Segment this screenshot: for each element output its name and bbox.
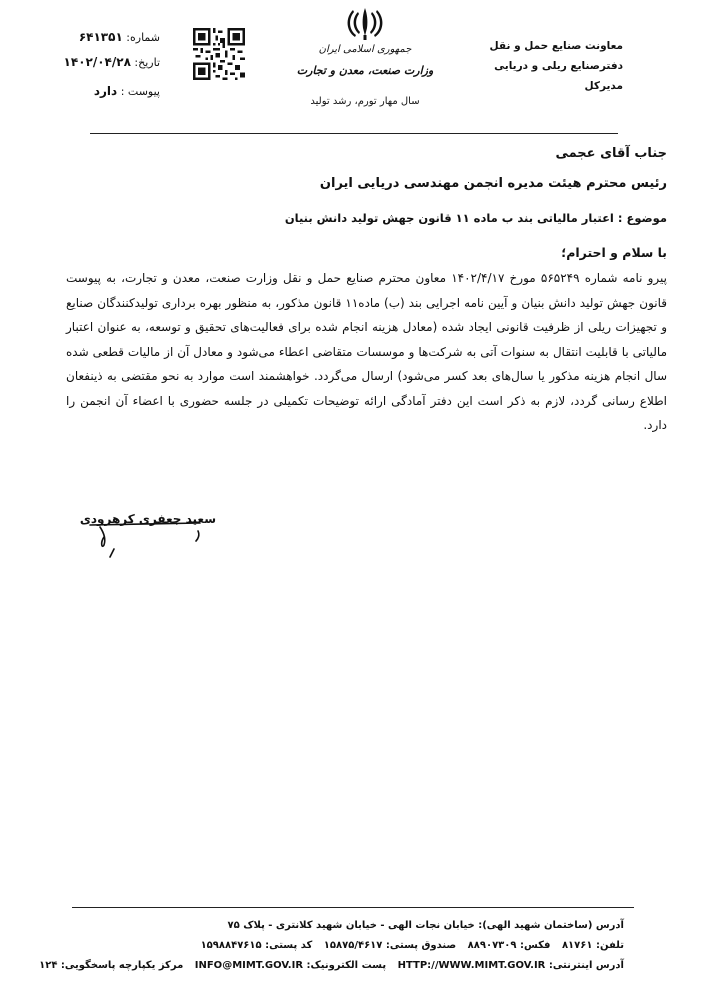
letter-subject: موضوع : اعتبار مالیاتی بند ب ماده ۱۱ قانون جهش تولید دانش بنیان	[284, 211, 667, 225]
ministry-header	[290, 4, 440, 114]
ministry-line-2: وزارت صنعت، معدن و تجارت	[296, 64, 434, 77]
letter-number	[70, 30, 160, 44]
letter-date-value: ۱۴۰۲/۰۴/۲۸	[63, 55, 131, 69]
letter-date	[55, 55, 160, 69]
header-divider	[90, 133, 618, 134]
footer-online	[31, 960, 624, 971]
footer-callcenter: مرکز یکپارچه پاسخگویی: ۱۲۴	[39, 960, 184, 971]
footer-pobox: صندوق پستی: ۱۵۸۷۵/۴۶۱۷	[323, 940, 457, 951]
department-block	[423, 36, 623, 96]
footer-contacts	[193, 940, 624, 951]
letter-number-label: شماره:	[126, 31, 160, 44]
department-line-3: مدیرکل	[584, 80, 623, 92]
footer-postcode: کد پستی: ۱۵۹۸۸۴۷۶۱۵	[200, 940, 313, 951]
footer-email: پست الکترونیک: INFO@MIMT.GOV.IR	[194, 960, 387, 971]
letter-attachment	[55, 84, 160, 98]
footer-phone: تلفن: ۸۱۷۶۱	[561, 940, 624, 951]
ministry-line-1: جمهوری اسلامی ایران	[318, 44, 412, 55]
department-line-1: معاونت صنایع حمل و نقل	[489, 40, 623, 52]
footer-website: آدرس اینترنتی: HTTP://WWW.MIMT.GOV.IR	[397, 960, 624, 971]
year-slogan: سال مهار تورم، رشد تولید	[310, 96, 420, 107]
department-line-2: دفترصنایع ریلی و دریایی	[494, 60, 623, 72]
signature-mark-icon	[70, 505, 220, 565]
letter-body: پیرو نامه شماره ۵۶۵۲۴۹ مورخ ۱۴۰۲/۴/۱۷ معاون محترم صنایع حمل و نقل وزارت صنعت، معدن و تجارت، به پیوست قانون جهش تولید دانش بنیان و آیین نامه اجرایی بند (ب) ماده۱۱ قانون مذکور، به منظور بهره برداری تولیدکنندگان صنایع و تجهیزات ریلی از ظرفیت قانونی ایجاد شده (معادل هزینه انجام شده برای فعالیت‌های تحقیق و توسعه، به عنوان اعتبار مالیاتی با قابلیت انتقال به سنوات آتی به شرکت‌ها و موسسات متقاضی اعطاء می‌شود و معادل آن از مالیات قطعی شده سال انجام هزینه مذکور یا سال‌های بعد کسر می‌شود) ارسال می‌گردد. خواهشمند است موارد به نحو مقتضی به ذینفعان اطلاع رسانی گردد، لازم به ذکر است این دفتر آمادگی ارائه توضیحات تکمیلی در جلسه حضوری با اعضاء آن انجمن را دارد.	[66, 271, 668, 432]
footer-fax: فکس: ۸۸۹۰۷۳۰۹	[467, 940, 551, 951]
attachment-value: دارد	[93, 84, 118, 98]
letter-greeting: با سلام و احترام؛	[561, 245, 667, 260]
qr-code-icon	[193, 28, 245, 80]
iran-emblem-icon	[342, 6, 388, 42]
signer-name: سعید جعفری کرهرودی	[79, 512, 216, 526]
addressee-name: جناب آقای عجمی	[555, 146, 667, 161]
footer-divider	[72, 907, 634, 908]
letter-number-value: ۶۴۱۳۵۱	[78, 30, 123, 44]
letter-date-label: تاریخ:	[134, 56, 160, 69]
footer-address: آدرس (ساختمان شهید الهی): خیابان نجات الهی - خیابان شهید کلانتری - پلاک ۷۵	[227, 920, 624, 931]
addressee-title: رئیس محترم هیئت مدیره انجمن مهندسی دریایی ایران	[319, 176, 667, 191]
attachment-label: پیوست :	[120, 85, 160, 98]
